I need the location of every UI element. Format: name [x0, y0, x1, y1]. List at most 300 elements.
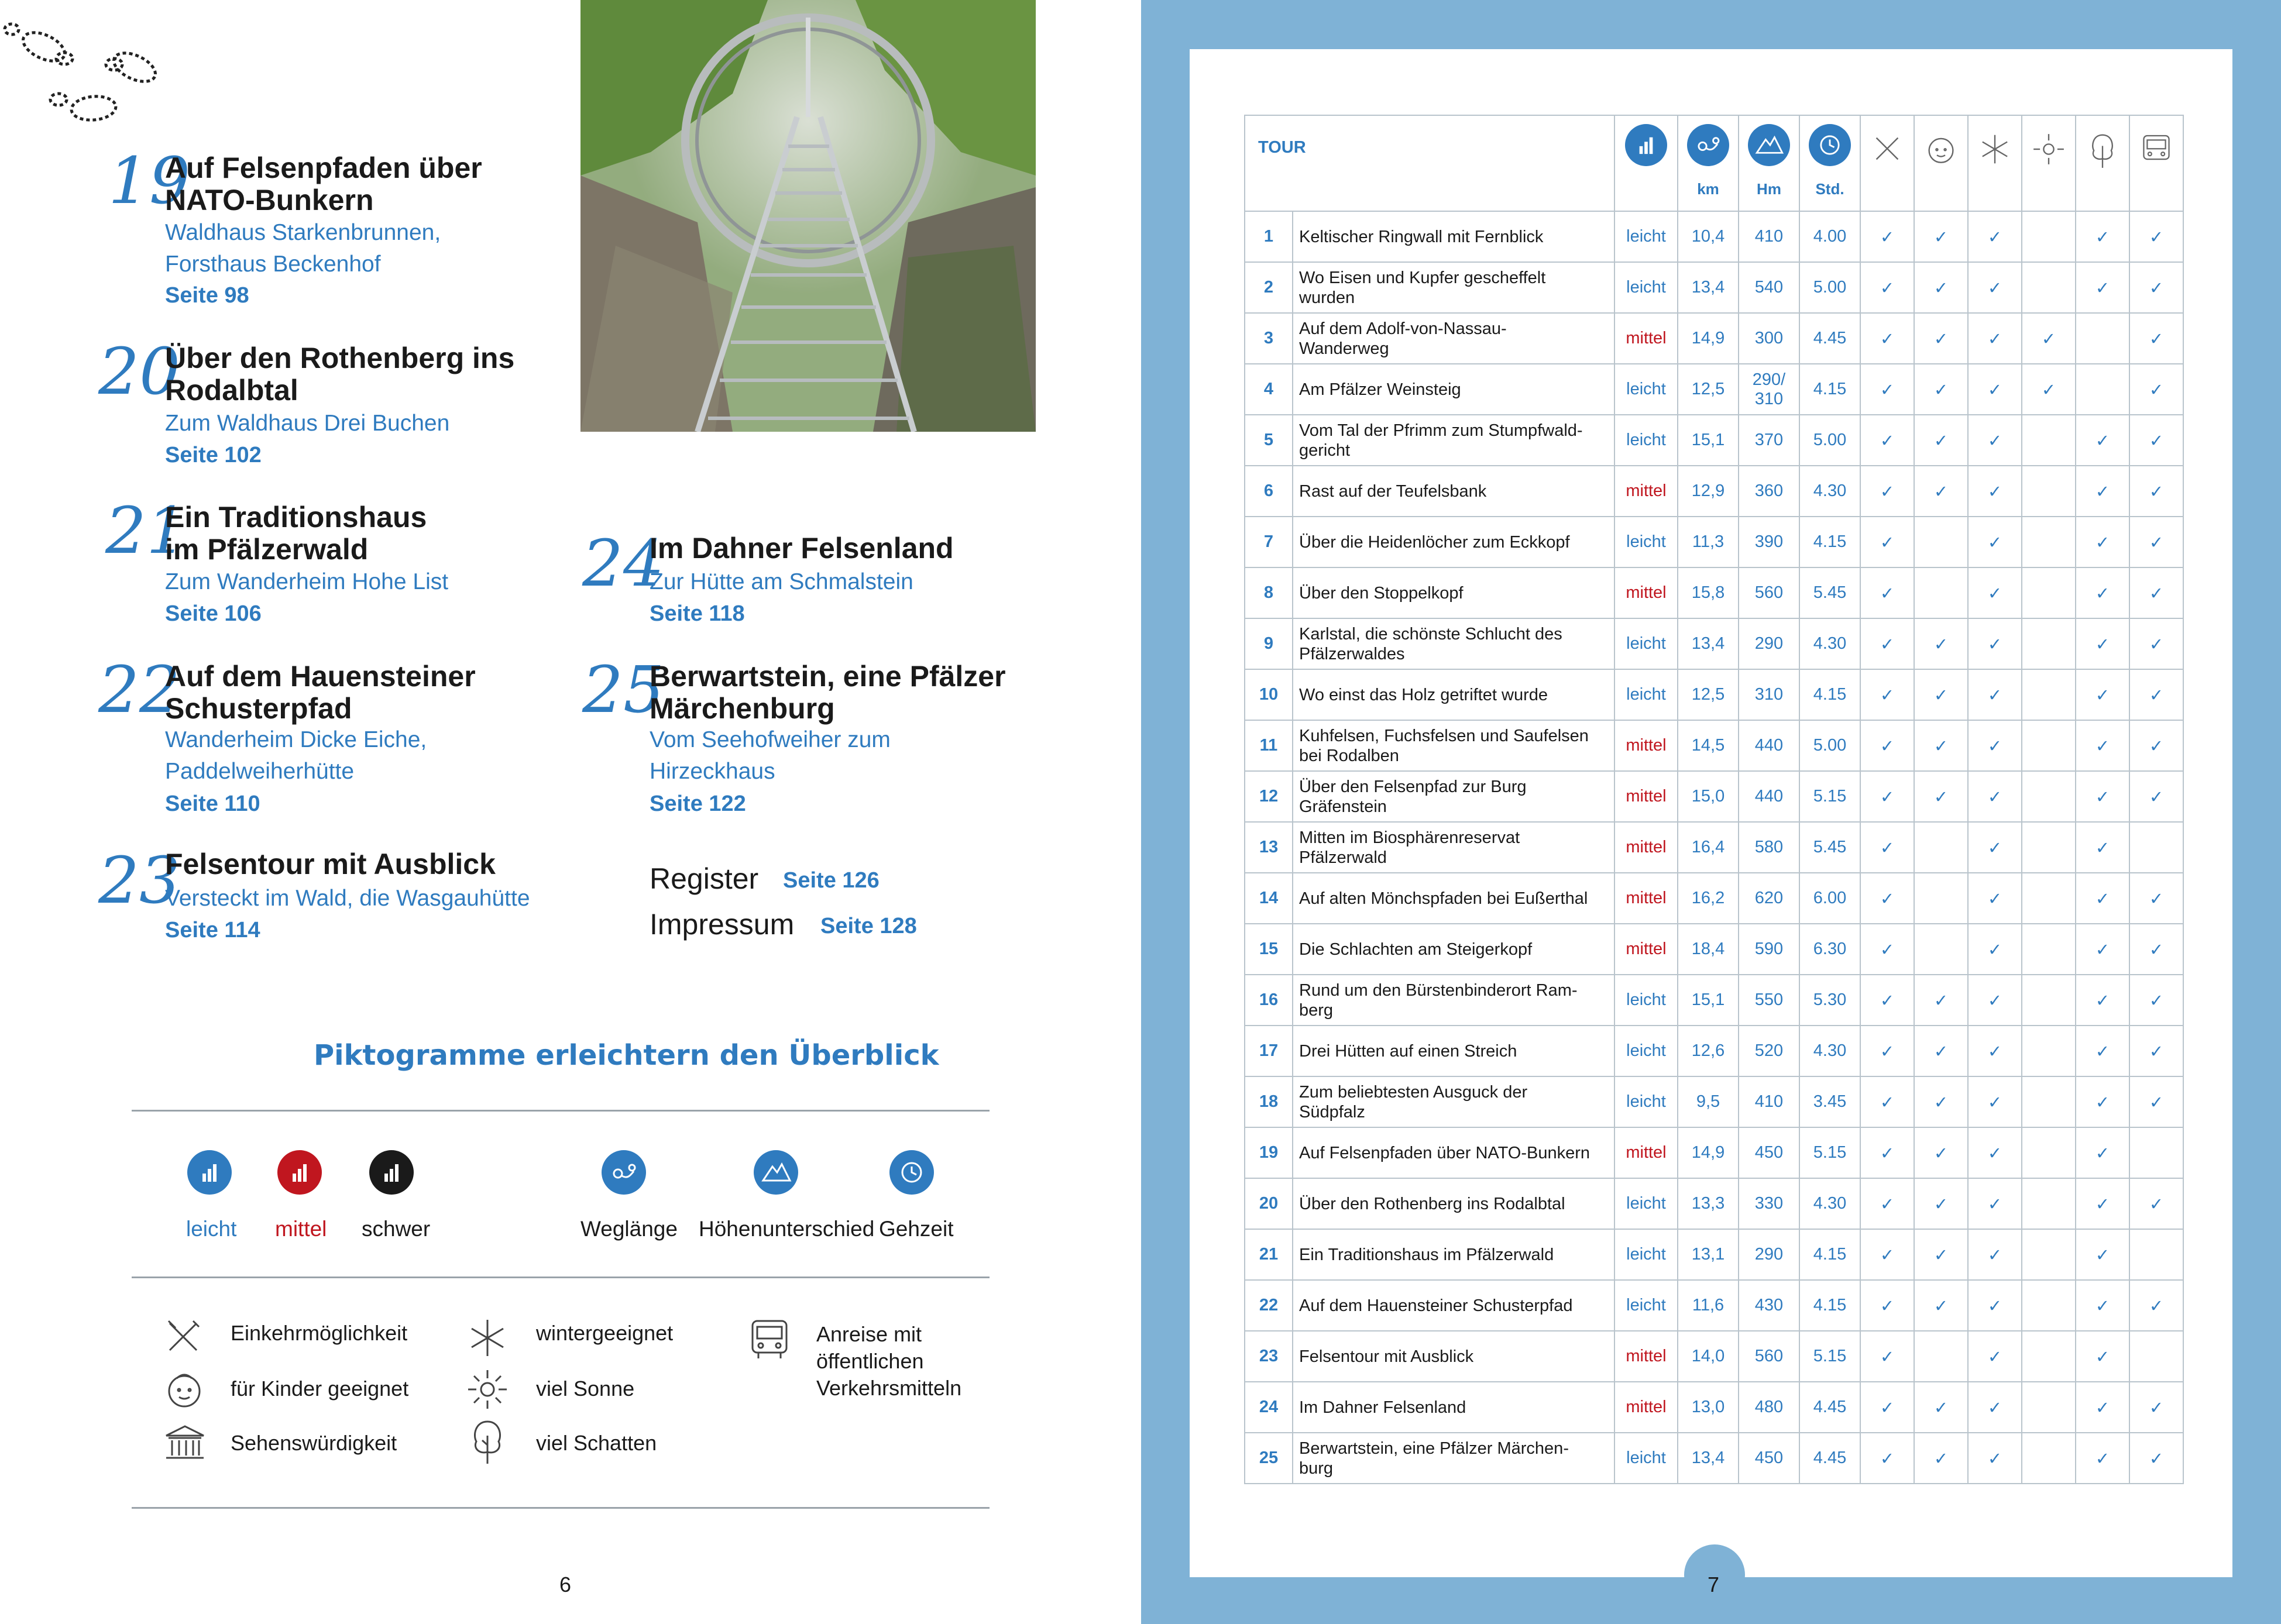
elevation-line: 310: [1754, 389, 1784, 408]
elevation-line: 430: [1754, 1296, 1784, 1315]
tour-number: 1: [1245, 211, 1293, 262]
checkmark: ✓: [2076, 1280, 2129, 1331]
checkmark: ✓: [2129, 262, 2183, 313]
checkmark: ✓: [1860, 1433, 1914, 1484]
toc-title: Auf dem Hauensteiner Schusterpfad: [165, 660, 476, 725]
tree-icon: [2076, 115, 2129, 211]
checkmark: ✓: [1914, 1382, 1968, 1433]
checkmark: ✓: [1914, 1433, 1968, 1484]
checkmark: ✓: [2129, 517, 2183, 567]
elevation-line: 410: [1754, 227, 1784, 246]
difficulty-medium-icon: [277, 1150, 322, 1195]
km-value: 13,4: [1678, 1433, 1739, 1484]
tour-number: 7: [1245, 517, 1293, 567]
table-row: [1245, 822, 2183, 873]
toc-subtitle: Waldhaus Starkenbrunnen, Forsthaus Beckenhof: [165, 220, 441, 277]
checkmark: ✓: [1968, 1026, 2022, 1076]
sun-icon: [466, 1368, 509, 1411]
table-row: [1245, 364, 2183, 415]
elevation-value: [1739, 1382, 1799, 1433]
time-value: 4.30: [1799, 1178, 1860, 1229]
checkmark: ✓: [1860, 924, 1914, 975]
checkmark: ✓: [2076, 262, 2129, 313]
tour-name: [1293, 313, 1614, 364]
feature-label: viel Schatten: [536, 1431, 657, 1455]
checkmark: ✓: [2076, 415, 2129, 466]
tour-name-line: Vom Tal der Pfrimm zum Stumpfwald-: [1299, 421, 1583, 440]
checkmark: ✓: [1914, 975, 1968, 1026]
divider: [132, 1110, 990, 1112]
tour-name-line: Berwartstein, eine Pfälzer Märchen-: [1299, 1439, 1569, 1458]
elevation-value: [1739, 1331, 1799, 1382]
difficulty-value: mittel: [1614, 1382, 1678, 1433]
checkmark: ✓: [2076, 567, 2129, 618]
feature-label: Sehenswürdigkeit: [231, 1431, 397, 1455]
checkmark: ✓: [1860, 1280, 1914, 1331]
time-value: 4.45: [1799, 313, 1860, 364]
table-row: [1245, 720, 2183, 771]
register-label: Register: [650, 862, 759, 895]
empty-cell: [2022, 415, 2076, 466]
tour-name-line: bei Rodalben: [1299, 746, 1399, 765]
tour-name: [1293, 211, 1614, 262]
table-row: [1245, 1382, 2183, 1433]
tour-number: 9: [1245, 618, 1293, 669]
table-header-row: [1245, 115, 2183, 211]
table-row: [1245, 1178, 2183, 1229]
tour-name-line: Über die Heidenlöcher zum Eckkopf: [1299, 532, 1570, 552]
tour-name: [1293, 720, 1614, 771]
checkmark: ✓: [2129, 313, 2183, 364]
elevation-line: 540: [1754, 278, 1784, 297]
empty-cell: [2022, 1433, 2076, 1484]
tour-number: 4: [1245, 364, 1293, 415]
time-value: 5.00: [1799, 415, 1860, 466]
tour-name: [1293, 873, 1614, 924]
checkmark: ✓: [1968, 873, 2022, 924]
tour-number: 24: [1245, 1382, 1293, 1433]
feature-label: Einkehrmöglichkeit: [231, 1321, 408, 1345]
checkmark: ✓: [1860, 873, 1914, 924]
snowflake-icon: [1968, 115, 2022, 211]
bus-icon: [2129, 115, 2183, 211]
checkmark: ✓: [2076, 1178, 2129, 1229]
km-value: 13,4: [1678, 262, 1739, 313]
tour-name: [1293, 1433, 1614, 1484]
page-number-left: 6: [559, 1573, 572, 1597]
empty-cell: [1914, 517, 1968, 567]
pictogram-heading: Piktogramme erleichtern den Überblick: [314, 1039, 939, 1072]
table-row: [1245, 211, 2183, 262]
km-value: 10,4: [1678, 211, 1739, 262]
difficulty-value: mittel: [1614, 567, 1678, 618]
snowflake-icon: [466, 1316, 509, 1360]
table-row: [1245, 1331, 2183, 1382]
toc-subtitle: Zum Wanderheim Hohe List: [165, 569, 449, 594]
tour-name-line: Auf alten Mönchspfaden bei Eußerthal: [1299, 889, 1588, 908]
tour-number: 13: [1245, 822, 1293, 873]
difficulty-value: mittel: [1614, 720, 1678, 771]
checkmark: ✓: [1860, 415, 1914, 466]
toc-page-ref: Seite 106: [165, 601, 262, 626]
elevation-value: [1739, 262, 1799, 313]
checkmark: ✓: [2129, 618, 2183, 669]
tour-name: [1293, 1076, 1614, 1127]
tour-name-line: Rast auf der Teufelsbank: [1299, 481, 1487, 501]
empty-cell: [2022, 1178, 2076, 1229]
empty-cell: [2022, 771, 2076, 822]
km-value: 18,4: [1678, 924, 1739, 975]
checkmark: ✓: [2076, 873, 2129, 924]
toc-title: Im Dahner Felsenland: [650, 532, 954, 565]
time-value: 4.30: [1799, 618, 1860, 669]
elevation-value: [1739, 1076, 1799, 1127]
toc-number: 24: [582, 526, 664, 601]
empty-cell: [2076, 364, 2129, 415]
checkmark: ✓: [1860, 822, 1914, 873]
elevation-value: [1739, 822, 1799, 873]
tour-name: [1293, 771, 1614, 822]
checkmark: ✓: [1860, 567, 1914, 618]
elevation-line: 550: [1754, 990, 1784, 1009]
tour-name: [1293, 1178, 1614, 1229]
tour-name-line: gericht: [1299, 441, 1351, 460]
empty-cell: [2022, 1280, 2076, 1331]
time-value: 3.45: [1799, 1076, 1860, 1127]
time-value: 6.00: [1799, 873, 1860, 924]
checkmark: ✓: [1968, 517, 2022, 567]
checkmark: ✓: [1968, 771, 2022, 822]
register-page-ref: Seite 126: [783, 868, 880, 893]
checkmark: ✓: [2076, 1026, 2129, 1076]
km-value: 13,1: [1678, 1229, 1739, 1280]
tour-name-line: Drei Hütten auf einen Streich: [1299, 1041, 1517, 1061]
toc-number: 19: [108, 143, 190, 218]
checkmark: ✓: [2076, 1433, 2129, 1484]
tour-number: 20: [1245, 1178, 1293, 1229]
checkmark: ✓: [1914, 1026, 1968, 1076]
tour-name-line: Über den Stoppelkopf: [1299, 583, 1464, 603]
km-value: 14,0: [1678, 1331, 1739, 1382]
checkmark: ✓: [2076, 822, 2129, 873]
checkmark: ✓: [1968, 415, 2022, 466]
tour-name: [1293, 262, 1614, 313]
tour-number: 11: [1245, 720, 1293, 771]
checkmark: ✓: [2129, 211, 2183, 262]
empty-cell: [2076, 313, 2129, 364]
elevation-value: [1739, 466, 1799, 517]
checkmark: ✓: [1968, 618, 2022, 669]
toc-subtitle: Zum Waldhaus Drei Buchen: [165, 411, 450, 436]
checkmark: ✓: [2129, 466, 2183, 517]
checkmark: ✓: [2129, 924, 2183, 975]
tour-name-line: Im Dahner Felsenland: [1299, 1398, 1466, 1417]
elevation-line: 310: [1754, 685, 1784, 704]
elevation-line: 390: [1754, 532, 1784, 551]
checkmark: ✓: [1860, 1178, 1914, 1229]
feature-label: für Kinder geeignet: [231, 1377, 409, 1401]
feature-label: wintergeeignet: [536, 1321, 674, 1345]
difficulty-value: leicht: [1614, 1280, 1678, 1331]
tour-name: [1293, 975, 1614, 1026]
time-value: 5.00: [1799, 720, 1860, 771]
table-row: [1245, 313, 2183, 364]
cutlery-icon: [163, 1316, 204, 1357]
tour-name-line: Pfälzerwaldes: [1299, 644, 1405, 663]
km-value: 11,3: [1678, 517, 1739, 567]
elevation-value: [1739, 364, 1799, 415]
table-row: [1245, 1127, 2183, 1178]
km-value: 15,8: [1678, 567, 1739, 618]
elevation-value: [1739, 567, 1799, 618]
toc-title: Ein Traditionshaus im Pfälzerwald: [165, 501, 427, 566]
checkmark: ✓: [1968, 669, 2022, 720]
difficulty-value: mittel: [1614, 466, 1678, 517]
checkmark: ✓: [2129, 1178, 2183, 1229]
feature-label: Anreise mit öffentlichen Verkehrsmitteln: [816, 1322, 962, 1400]
time-value: 5.30: [1799, 975, 1860, 1026]
checkmark: ✓: [2076, 975, 2129, 1026]
empty-cell: [2022, 1382, 2076, 1433]
empty-cell: [2022, 262, 2076, 313]
checkmark: ✓: [1968, 313, 2022, 364]
km-value: 12,9: [1678, 466, 1739, 517]
tour-name-line: Mitten im Biosphärenreservat: [1299, 828, 1520, 847]
checkmark: ✓: [2129, 1280, 2183, 1331]
km-value: 9,5: [1678, 1076, 1739, 1127]
feature-label: viel Sonne: [536, 1377, 635, 1401]
empty-cell: [2022, 924, 2076, 975]
difficulty-value: leicht: [1614, 211, 1678, 262]
tree-icon: [468, 1418, 507, 1466]
checkmark: ✓: [1914, 720, 1968, 771]
child-face-icon: [163, 1368, 206, 1411]
table-row: [1245, 517, 2183, 567]
empty-cell: [2129, 822, 2183, 873]
elevation-value: [1739, 924, 1799, 975]
difficulty-value: leicht: [1614, 1229, 1678, 1280]
elevation-value: [1739, 313, 1799, 364]
empty-cell: [2022, 1331, 2076, 1382]
elevation-header: Hm: [1739, 115, 1799, 211]
checkmark: ✓: [1914, 1178, 1968, 1229]
walking-time-icon: [889, 1150, 934, 1195]
elevation-line: 290: [1754, 1245, 1784, 1264]
empty-cell: [2129, 1127, 2183, 1178]
tour-name: [1293, 669, 1614, 720]
time-value: 4.00: [1799, 211, 1860, 262]
time-value: 4.15: [1799, 669, 1860, 720]
checkmark: ✓: [1860, 517, 1914, 567]
elevation-value: [1739, 669, 1799, 720]
walking-time-label: Gehzeit: [879, 1217, 954, 1241]
elevation-label: Höhenunterschied: [699, 1217, 875, 1241]
checkmark: ✓: [1860, 975, 1914, 1026]
time-value: 4.15: [1799, 1229, 1860, 1280]
table-row: [1245, 1026, 2183, 1076]
elevation-line: 520: [1754, 1041, 1784, 1060]
bus-icon: [747, 1316, 792, 1362]
toc-number: 22: [98, 652, 180, 727]
tour-name: [1293, 1229, 1614, 1280]
difficulty-header-icon: [1614, 115, 1678, 211]
checkmark: ✓: [1860, 1229, 1914, 1280]
time-value: 4.15: [1799, 1280, 1860, 1331]
toc-page-ref: Seite 114: [165, 918, 260, 942]
empty-cell: [1914, 924, 1968, 975]
elevation-line: 440: [1754, 736, 1784, 755]
tour-name-line: Zum beliebtesten Ausguck der: [1299, 1082, 1528, 1102]
tour-name-line: Über den Rothenberg ins Rodalbtal: [1299, 1194, 1565, 1213]
child-face-icon: [1914, 115, 1968, 211]
elevation-line: 450: [1754, 1448, 1784, 1467]
table-row: [1245, 1280, 2183, 1331]
walking-time-icon: [1809, 124, 1851, 166]
time-value: 5.45: [1799, 822, 1860, 873]
route-length-icon: [602, 1150, 646, 1195]
difficulty-medium-label: mittel: [275, 1217, 327, 1241]
km-value: 13,0: [1678, 1382, 1739, 1433]
elevation-value: [1739, 415, 1799, 466]
time-value: 5.45: [1799, 567, 1860, 618]
tour-name: [1293, 924, 1614, 975]
tour-name-line: Auf dem Adolf-von-Nassau-: [1299, 319, 1507, 338]
elevation-line: 620: [1754, 889, 1784, 907]
toc-page-ref: Seite 110: [165, 792, 260, 816]
table-row: [1245, 466, 2183, 517]
checkmark: ✓: [1914, 1076, 1968, 1127]
tour-name-line: Rund um den Bürstenbinderort Ram-: [1299, 980, 1578, 1000]
tour-name-line: Pfälzerwald: [1299, 848, 1387, 867]
time-value: 5.15: [1799, 1127, 1860, 1178]
checkmark: ✓: [1914, 618, 1968, 669]
elevation-line: 480: [1754, 1398, 1784, 1416]
table-row: [1245, 567, 2183, 618]
checkmark: ✓: [2076, 924, 2129, 975]
difficulty-value: leicht: [1614, 1076, 1678, 1127]
walking-time-header: Std.: [1799, 115, 1860, 211]
elevation-value: [1739, 211, 1799, 262]
empty-cell: [1914, 822, 1968, 873]
elevation-line: 290/: [1752, 370, 1786, 389]
checkmark: ✓: [1914, 466, 1968, 517]
tour-name: [1293, 466, 1614, 517]
tour-number: 8: [1245, 567, 1293, 618]
empty-cell: [1914, 873, 1968, 924]
empty-cell: [2022, 1127, 2076, 1178]
empty-cell: [2022, 517, 2076, 567]
checkmark: ✓: [2129, 873, 2183, 924]
elevation-line: 370: [1754, 431, 1784, 449]
time-value: 6.30: [1799, 924, 1860, 975]
empty-cell: [2022, 567, 2076, 618]
tour-number: 5: [1245, 415, 1293, 466]
difficulty-value: leicht: [1614, 1433, 1678, 1484]
km-value: 14,5: [1678, 720, 1739, 771]
tour-name: [1293, 1382, 1614, 1433]
empty-cell: [2022, 1229, 2076, 1280]
checkmark: ✓: [1968, 1382, 2022, 1433]
checkmark: ✓: [2076, 517, 2129, 567]
difficulty-value: leicht: [1614, 1026, 1678, 1076]
difficulty-value: leicht: [1614, 975, 1678, 1026]
difficulty-value: leicht: [1614, 517, 1678, 567]
checkmark: ✓: [2076, 466, 2129, 517]
checkmark: ✓: [1914, 1280, 1968, 1331]
cutlery-icon: [1860, 115, 1914, 211]
checkmark: ✓: [1968, 822, 2022, 873]
toc-number: 21: [105, 493, 187, 568]
km-value: 16,2: [1678, 873, 1739, 924]
checkmark: ✓: [1968, 924, 2022, 975]
empty-cell: [2022, 669, 2076, 720]
divider: [132, 1277, 990, 1278]
empty-cell: [1914, 1331, 1968, 1382]
checkmark: ✓: [2129, 415, 2183, 466]
checkmark: ✓: [1860, 1076, 1914, 1127]
checkmark: ✓: [1860, 669, 1914, 720]
impressum-page-ref: Seite 128: [820, 914, 917, 938]
checkmark: ✓: [1968, 1280, 2022, 1331]
km-value: 12,6: [1678, 1026, 1739, 1076]
time-value: 4.15: [1799, 364, 1860, 415]
checkmark: ✓: [1914, 364, 1968, 415]
empty-cell: [2022, 211, 2076, 262]
table-row: [1245, 669, 2183, 720]
km-value: 11,6: [1678, 1280, 1739, 1331]
checkmark: ✓: [1968, 364, 2022, 415]
route-length-header: km: [1678, 115, 1739, 211]
checkmark: ✓: [1968, 211, 2022, 262]
checkmark: ✓: [2076, 669, 2129, 720]
time-value: 4.45: [1799, 1382, 1860, 1433]
table-row: [1245, 618, 2183, 669]
empty-cell: [2022, 975, 2076, 1026]
monument-icon: [163, 1423, 207, 1464]
tour-number: 23: [1245, 1331, 1293, 1382]
tour-header: TOUR: [1245, 115, 1614, 211]
checkmark: ✓: [2129, 364, 2183, 415]
km-value: 13,3: [1678, 1178, 1739, 1229]
time-value: 4.45: [1799, 1433, 1860, 1484]
difficulty-hard-label: schwer: [362, 1217, 431, 1241]
tour-name-line: Gräfenstein: [1299, 797, 1387, 816]
km-value: 14,9: [1678, 313, 1739, 364]
tour-name-line: Auf dem Hauensteiner Schusterpfad: [1299, 1296, 1573, 1315]
toc-subtitle: Zur Hütte am Schmalstein: [650, 569, 913, 594]
tour-name-line: Felsentour mit Ausblick: [1299, 1347, 1474, 1366]
checkmark: ✓: [1860, 262, 1914, 313]
km-value: 12,5: [1678, 669, 1739, 720]
tour-name: [1293, 1331, 1614, 1382]
elevation-value: [1739, 1026, 1799, 1076]
time-value: 4.15: [1799, 517, 1860, 567]
checkmark: ✓: [1914, 771, 1968, 822]
checkmark: ✓: [1860, 618, 1914, 669]
elevation-value: [1739, 1229, 1799, 1280]
checkmark: ✓: [2129, 1026, 2183, 1076]
tour-number: 14: [1245, 873, 1293, 924]
checkmark: ✓: [2129, 567, 2183, 618]
checkmark: ✓: [2076, 1127, 2129, 1178]
toc-title: Berwartstein, eine Pfälzer Märchenburg: [650, 660, 1006, 725]
difficulty-value: leicht: [1614, 364, 1678, 415]
elevation-line: 560: [1754, 1347, 1784, 1365]
checkmark: ✓: [1968, 466, 2022, 517]
checkmark: ✓: [1914, 313, 1968, 364]
route-length-icon: [1687, 124, 1729, 166]
checkmark: ✓: [1914, 669, 1968, 720]
